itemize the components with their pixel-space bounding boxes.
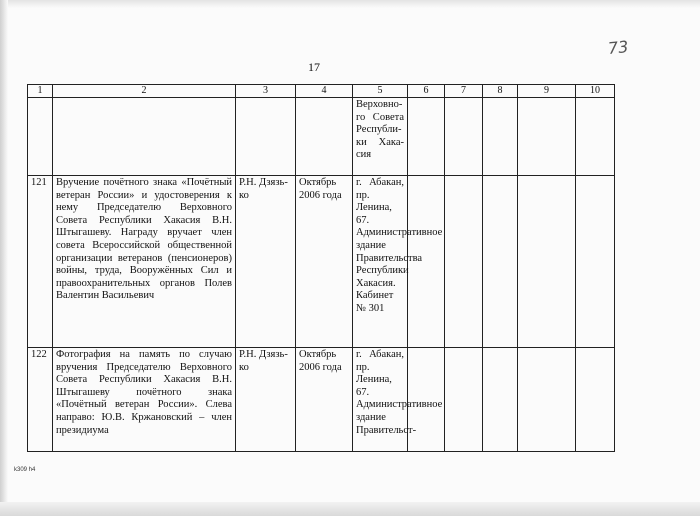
header-cell: 6 [408,85,445,98]
header-row [28,85,615,98]
place: г. Абакан, пр. Ленина, 67. Административное здание Правительства Республики Хакасия. Кабинет № 301 [353,176,408,348]
date: Октябрь 2006 года [296,176,353,348]
empty-cell [576,348,615,452]
header-cell: 1 [28,85,53,98]
archive-code: k309 h4 [14,467,36,473]
page-top-edge [0,0,700,8]
empty-cell [576,176,615,348]
header-cell: 9 [518,85,576,98]
table-row [28,176,615,348]
row-number: 121 [28,176,53,348]
table-row [28,98,615,176]
table-row [28,348,615,452]
inventory-table [27,84,615,452]
header-cell: 2 [53,85,236,98]
empty-cell [445,98,483,176]
place: Верховно-го Совета Республи-ки Хака-сия [353,98,408,176]
author: Р.Н. Дзязь-ко [236,176,296,348]
event-description: Фотография на память по случаю вручения Председателю Верховного Совета Республики Хакасия В.Н. Штыгашеву почётного знака «Почётный ветеран России». Слева направо: Ю.В. Кржановский – член президиума [53,348,236,452]
empty-cell [576,98,615,176]
empty-cell [408,98,445,176]
row-number: 122 [28,348,53,452]
place: г. Абакан, пр. Ленина, 67. Административное здание Правительст- [353,348,408,452]
header-cell: 3 [236,85,296,98]
header-cell: 7 [445,85,483,98]
handwritten-sheet-number: 73 [607,36,630,59]
page-bottom-edge [0,502,700,516]
empty-cell [518,176,576,348]
empty-cell [445,348,483,452]
empty-cell [483,176,518,348]
event-description [53,98,236,176]
empty-cell [518,98,576,176]
header-cell: 5 [353,85,408,98]
header-cell: 8 [483,85,518,98]
empty-cell [483,348,518,452]
empty-cell [483,98,518,176]
author [236,98,296,176]
empty-cell [445,176,483,348]
author: Р.Н. Дзязь-ко [236,348,296,452]
date: Октябрь 2006 года [296,348,353,452]
row-number [28,98,53,176]
header-cell: 4 [296,85,353,98]
header-cell: 10 [576,85,615,98]
event-description: Вручение почётного знака «Почётный ветеран России» и удостоверения к нему Председателю Верховного Совета Республики Хакасия В.Н. Штыгашеву. Награду вручает член совета Всероссийской общественной организации ветеранов (пенсионеров) войны, труда, Вооружённых Сил и правоохранительных органов Полев Валентин Васильевич [53,176,236,348]
empty-cell [518,348,576,452]
date [296,98,353,176]
page-left-shadow [0,0,8,516]
page-number: 17 [308,60,320,74]
